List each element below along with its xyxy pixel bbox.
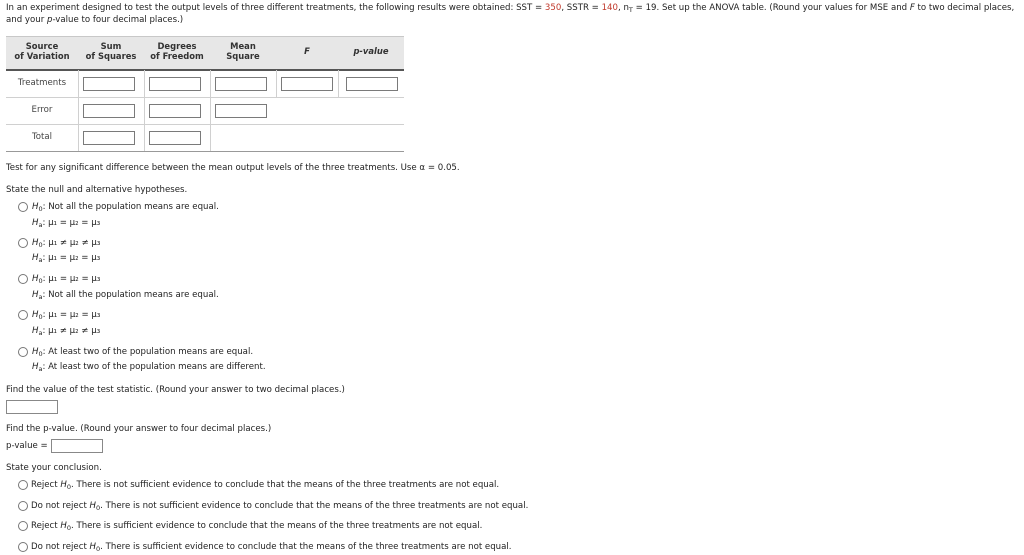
radio-button[interactable] xyxy=(18,501,28,511)
test-statistic-prompt: Find the value of the test statistic. (Round your answer to two decimal places.) xyxy=(6,385,345,395)
hypotheses-prompt: State the null and alternative hypotheses. xyxy=(6,185,188,195)
problem-statement-line2: and your p-value to four decimal places.) xyxy=(6,15,184,25)
radio-button[interactable] xyxy=(18,310,28,320)
p-value-input[interactable] xyxy=(51,439,103,453)
error-df-input[interactable] xyxy=(149,104,201,118)
total-ss-input[interactable] xyxy=(83,131,135,145)
header-sum-of-squares: Sum of Squares xyxy=(85,41,137,61)
treatments-ss-input[interactable] xyxy=(83,77,135,91)
radio-button[interactable] xyxy=(18,542,28,552)
table-header xyxy=(6,36,404,71)
row-total xyxy=(6,124,404,152)
error-ms-input[interactable] xyxy=(215,104,267,118)
total-df-input[interactable] xyxy=(149,131,201,145)
error-ss-input[interactable] xyxy=(83,104,135,118)
row-error xyxy=(6,97,404,125)
problem-statement: In an experiment designed to test the output levels of three different treatments, the following results were obtained: SST = 350, SSTR = 140, $n_T = 19$. Set up the ANOVA table. (Round your values for MSE and F to two decimal places, xyxy=(6,3,1015,14)
conclusion-prompt: State your conclusion. xyxy=(6,463,102,473)
test-statistic-input[interactable] xyxy=(6,400,58,414)
header-source: Source of Variation xyxy=(14,41,70,61)
header-p-value: p-value xyxy=(353,46,389,56)
row-label: Error xyxy=(31,105,53,115)
p-value-prompt: Find the p-value. (Round your answer to four decimal places.) xyxy=(6,424,272,434)
header-mean-square: Mean Square xyxy=(226,41,260,61)
row-treatments xyxy=(6,70,404,98)
p-value-label: p-value = xyxy=(6,441,48,451)
header-degrees-of-freedom: Degrees of Freedom xyxy=(150,41,204,61)
row-label: Total xyxy=(31,132,53,142)
radio-button[interactable] xyxy=(18,274,28,284)
radio-button[interactable] xyxy=(18,521,28,531)
header-f: F xyxy=(304,46,310,56)
treatments-df-input[interactable] xyxy=(149,77,201,91)
radio-button[interactable] xyxy=(18,480,28,490)
row-label: Treatments xyxy=(17,78,67,88)
f-input[interactable] xyxy=(281,77,333,91)
radio-button[interactable] xyxy=(18,238,28,248)
radio-button[interactable] xyxy=(18,347,28,357)
p-value-table-input[interactable] xyxy=(346,77,398,91)
test-prompt: Test for any significant difference between the mean output levels of the three treatments. Use α = 0.05. xyxy=(6,163,460,173)
treatments-ms-input[interactable] xyxy=(215,77,267,91)
radio-button[interactable] xyxy=(18,202,28,212)
